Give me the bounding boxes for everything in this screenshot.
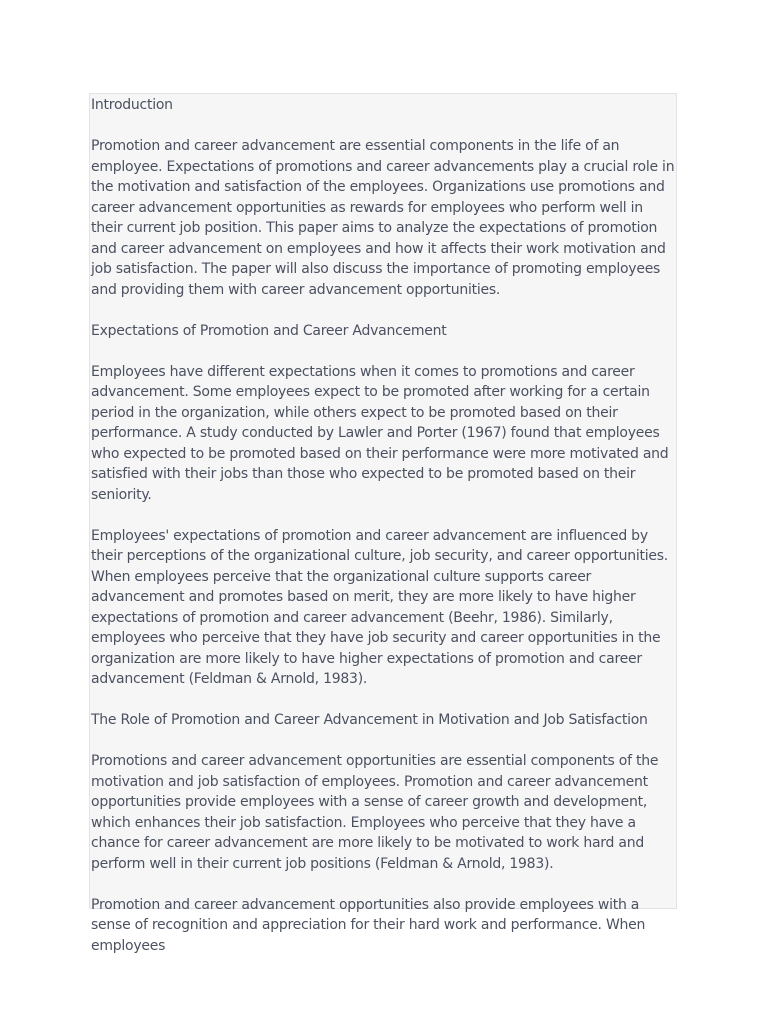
section-heading-expectations: Expectations of Promotion and Career Advancement <box>91 322 447 339</box>
paragraph-expectations-1: Employees have different expectations when it comes to promotions and career advancement. Some employees expect to be promoted after working for a certain period in the organization, while others expect to be promoted based on their performance. A study conducted by Lawler and Porter (1967) found that employees who expected to be promoted based on their performance were more motivated and satisfied with their jobs than those who expected to be promoted based on their seniority. <box>91 363 669 503</box>
paragraph-role-1: Promotions and career advancement opportunities are essential components of the motivation and job satisfaction of employees. Promotion and career advancement opportunities provide employees with a sense of career growth and development, which enhances their job satisfaction. Employees who perceive that they have a chance for career advancement are more likely to be motivated to work hard and perform well in their current job positions (Feldman & Arnold, 1983). <box>91 753 659 872</box>
document-text-box <box>89 93 677 954</box>
section-heading-role: The Role of Promotion and Career Advancement in Motivation and Job Satisfaction <box>91 712 648 728</box>
paragraph-role-2: Promotion and career advancement opportunities also provide employees with a sense of recognition and appreciation for their hard work and performance. When employees <box>91 896 646 954</box>
section-heading-introduction: Introduction <box>91 97 173 113</box>
paragraph-introduction: Promotion and career advancement are essential components in the life of an employee. Expectations of promotions and career advancements play a crucial role in the motivation and satisfaction of the employees. Organizations use promotions and career advancement opportunities as rewards for employees who perform well in their current job position. This paper aims to analyze the expectations of promotion and career advancement on employees and how it affects their work motivation and job satisfaction. The paper will also discuss the importance of promoting employees and providing them with career advancement opportunities. <box>91 138 675 298</box>
paragraph-expectations-2: Employees' expectations of promotion and career advancement are influenced by their perceptions of the organizational culture, job security, and career opportunities. When employees perceive that the organizational culture supports career advancement and promotes based on merit, they are more likely to have higher expectations of promotion and career advancement (Beehr, 1986). Similarly, employees who perceive that they have job security and career opportunities in the organization are more likely to have higher expectations of promotion and career advancement (Feldman & Arnold, 1983). <box>91 527 668 687</box>
document-body <box>90 95 676 956</box>
